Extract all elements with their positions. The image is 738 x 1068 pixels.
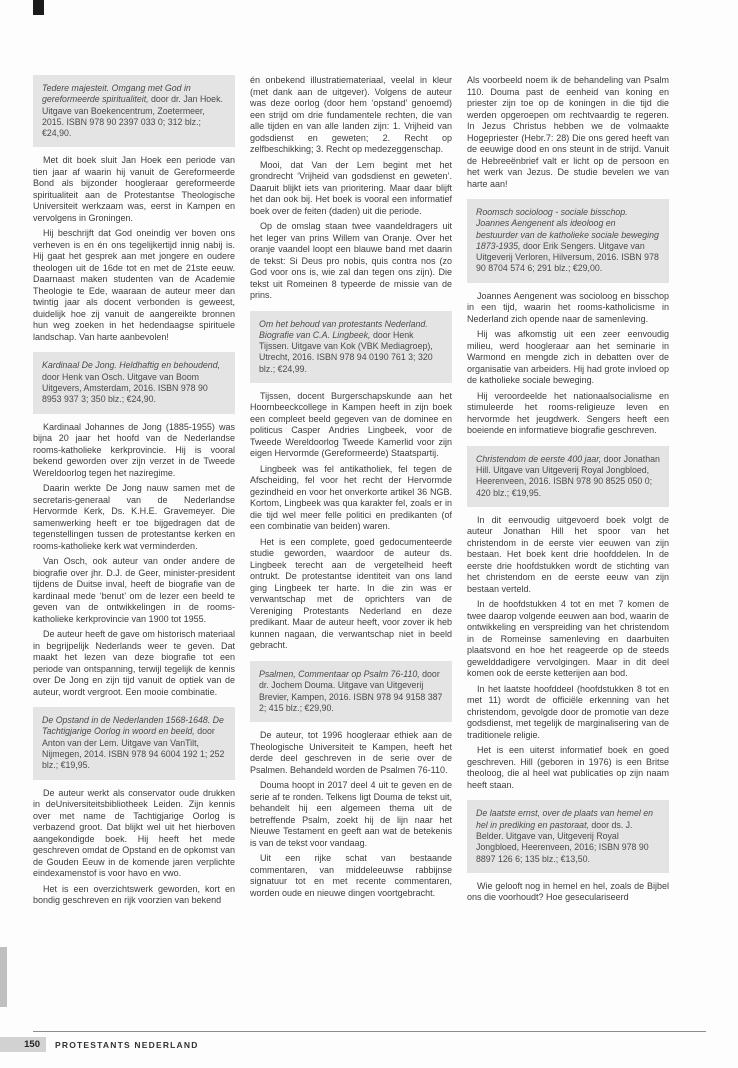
book-citation-box (467, 446, 669, 507)
review-paragraph: Het is een overzichtswerk geworden, kort en bondig geschreven en rijk voorzien van bekend (33, 883, 235, 906)
review-paragraph: Op de omslag staan twee vaandeldragers uit het leger van prins Willem van Oranje. Over het oranje vaandel loopt een blauwe band met daarin de tekst: Si Deus pro nobis, quis contra nos (zo God voor ons is, wie zal dan tegen ons zijn). Die tekst uit Romeinen 8 typeerde de missie van de prins. (250, 221, 452, 300)
book-title: Christendom de eerste 400 jaar, (476, 453, 602, 464)
review-paragraph: In het laatste hoofddeel (hoofdstukken 8 tot en met 11) wordt de officiële erkenning van het christendom, gevolgde door de promotie van deze godsdienst, met tegelijk de marginalisering van de traditionele religie. (467, 683, 669, 740)
book-publication-info: door ds. J. Belder. Uitgave van, Uitgeverij Royal Jongbloed, Heerenveen, 2016; ISBN 978 90 8897 126 6; 135 blz.; €13,50. (476, 819, 649, 864)
review-paragraph: Het is een complete, goed gedocumenteerde studie geworden, waardoor de auteur ds. Lingbeek terecht aan de vergetelheid heeft ontrukt. De protestantse identiteit van ons land ging Lingbeek ter harte. In die zin was er verwantschap met de oprichters van de Vereniging Protestants Nederland en deze predikant. Maar de auteur heeft, voor zover ik heb kunnen nagaan, die verwantschap niet in beeld gebracht. (250, 536, 452, 651)
book-publication-info: door Jonathan Hill. Uitgave van Uitgeverij Royal Jongbloed, Heerenveen, 2016. ISBN 978 90 8525 050 0; 420 blz.; €19,95. (476, 453, 660, 498)
review-paragraph: In de hoofdstukken 4 tot en met 7 komen de twee daarop volgende eeuwen aan bod, waarin de ontwikkeling en verspreiding van het christendom in de Romeinse samenleving en daarbuiten plaatsvond en hoe het reageerde op de steeds gewelddadigere vervolgingen. Maar in dit deel komen ook de eerste ketterijen aan bod. (467, 599, 669, 679)
book-publication-info: door dr. Jochem Douma. Uitgave van Uitgeverij Brevier, Kampen, 2016. ISBN 978 94 9158 387 2; 415 blz.; €29,90. (259, 668, 443, 713)
book-citation-box (33, 352, 235, 413)
book-citation-box (33, 707, 235, 779)
review-paragraph: Joannes Aengenent was socioloog en bisschop in een tijd, waarin het rooms-katholicisme in Nederland zich opende naar de samenleving. (467, 290, 669, 324)
book-citation-box (33, 75, 235, 147)
book-publication-info: door Henk van Osch. Uitgave van Boom Uitgevers, Amsterdam, 2016. ISBN 978 90 8953 937 3; 350 blz.; €24,90. (42, 371, 208, 405)
book-title: De Opstand in de Nederlanden 1568-1648. De Tachtigjarige Oorlog in woord en beeld, (42, 715, 224, 737)
corner-print-mark (33, 0, 44, 15)
review-paragraph: Tijssen, docent Burgerschapskunde aan het Hoornbeeckcollege in Kampen heeft in zijn boek een compleet beeld gegeven van de dominee en politicus Casper Andries Lingbeek, voor de Tweede Wereldoorlog Tweede Kamerlid voor zijn eigen Hervormde (Gereformeerde) Staatspartij. (250, 390, 452, 459)
review-paragraph: Het is een uiterst informatief boek en goed geschreven. Hill (geboren in 1976) is een Britse theoloog, die al heel wat publicaties op zijn naam heeft staan. (467, 745, 669, 790)
book-publication-info: door Anton van der Lem. Uitgave van VanTilt, Nijmegen, 2014. ISBN 978 94 6004 192 1; 252 blz.; €19,95. (42, 726, 225, 771)
book-title: Roomsch socioloog - sociale bisschop. Joannes Aengenent als ideoloog en bestuurder van de katholieke sociale beweging 1873-1935, (476, 207, 659, 251)
review-paragraph: Uit een rijke schat van bestaande commentaren, van middeleeuwse rabbijnse signatuur tot en met recente commentaren, worden oude en nieuwe dingen voortgebracht. (250, 853, 452, 898)
book-title: Om het behoud van protestants Nederland. Biografie van C.A. Lingbeek, (259, 318, 428, 340)
footer-rule (33, 1031, 706, 1032)
review-paragraph: Douma hoopt in 2017 deel 4 uit te geven en de serie af te ronden. Telkens ligt Douma de tekst uit, behandelt hij een algemeen thema uit de betreffende Psalm, zoekt hij de lijn naar het Nieuwe Testament en geeft aan wat de betekenis is van de tekst voor vandaag. (250, 780, 452, 848)
review-paragraph: Hij beschrijft dat God oneindig ver boven ons verheven is en én ons tegelijkertijd innig nabij is. Hij gaat het gesprek aan met jongere en oudere theologen uit de 16de tot en met de 21ste eeuw. Daarnaast maken studenten van de Academie Theologie te Ede, waaraan de auteur meer dan twintig jaar als docent verbonden is geweest, duidelijk hoe zij vanuit de aangereikte bronnen hun weg zoeken in het hedendaagse spirituele landschap. Van harte aanbevolen! (33, 228, 235, 342)
book-citation-box (250, 661, 452, 722)
book-title: Tedere majesteit. Omgang met God in gereformeerde spiritualiteit, (42, 83, 191, 105)
review-paragraph: Met dit boek sluit Jan Hoek een periode van tien jaar af waarin hij vanuit de Gereformeerde Bond als bijzonder hoogleraar gereformeerde spiritualiteit aan de Protestantse Theologische Universiteit werkzaam was, eerst in Kampen en vervolgens in Groningen. (33, 155, 235, 223)
review-paragraph: Mooi, dat Van der Lem begint met het grondrecht ‘Vrijheid van godsdienst en geweten’. Daaruit blijkt iets van prioritering. Maar daar blijft het dan ook bij. Het boek is vooral een informatief boek over de feiten (daden) uit die periode. (250, 159, 452, 216)
book-publication-info: door dr. Jan Hoek. Uitgave van Boekencentrum, Zoetermeer, 2015. ISBN 978 90 2397 033 0; 312 blz.; €24,90. (42, 94, 223, 139)
book-citation-box (467, 199, 669, 283)
page-number-badge: 150 (0, 1037, 46, 1052)
column-1 (33, 75, 235, 937)
review-paragraph: én onbekend illustratiemateriaal, veelal in kleur (met dank aan de uitgever). Volgens de auteur was deze oorlog (door hem ‘opstand’ genoemd) een strijd om drie fundamentele rechten, die van alle tijden en van alle landen zijn: 1. Vrijheid van godsdienst en geweten; 2. Recht op zelfbeschikking; 3. Recht op medezeggenschap. (250, 75, 452, 154)
footer-row (0, 1037, 738, 1052)
review-paragraph: Lingbeek was fel antikatholiek, fel tegen de Afscheiding, fel voor het recht der Hervormde gezindheid en voor het onverkorte artikel 36 NGB. Kortom, Lingbeek was qua karakter fel, zoals er in die tijd wel meer felle politici en predikanten (of een combinatie van beiden) waren. (250, 463, 452, 532)
review-paragraph: Wie gelooft nog in hemel en hel, zoals de Bijbel ons die voorhoudt? Hoe geseculariseerd (467, 880, 669, 903)
review-paragraph: Hij was afkomstig uit een zeer eenvoudig milieu, werd hoogleraar aan het seminarie in Warmond en mengde zich in debatten over de organisatie van arbeiders. Hij had grote invloed op de katholieke sociale beweging. (467, 329, 669, 386)
review-columns (33, 75, 670, 937)
review-paragraph: Daarin werkte De Jong nauw samen met de secretaris-generaal van de Nederlandse Hervormde Kerk, Ds. K.H.E. Gravemeyer. Die samenwerking heeft er toe bijgedragen dat de tegenstellingen tussen de protestantse kerken en rooms-katholieke kerk wat verminderden. (33, 483, 235, 551)
book-title: Psalmen, Commentaar op Psalm 76-110, (259, 668, 420, 679)
review-paragraph: In dit eenvoudig uitgevoerd boek volgt de auteur Jonathan Hill het spoor van het christendom in de eerste vier eeuwen van zijn bestaan. Het boek kent drie hoofddelen. In de eerste drie hoofdstukken wordt de stichting van het christendom en de eerste eeuw van zijn bestaan verteld. (467, 514, 669, 594)
page-footer (0, 1031, 738, 1052)
review-paragraph: Kardinaal Johannes de Jong (1885-1955) was bijna 20 jaar het hoofd van de Nederlandse rooms-katholieke kerkprovincie. Hij is vooral bekend geworden over zijn verzet in de Tweede Wereldoorlog tegen het naziregime. (33, 421, 235, 478)
review-paragraph: De auteur heeft de gave om historisch materiaal in begrijpelijk Nederlands weer te geven. Dat maakt het lezen van deze biografie tot een periode van ontspanning, terwijl tegelijk de kennis over De Jong en zijn tijd vanuit de optiek van de auteur, wordt vergroot. Een mooie combinatie. (33, 629, 235, 697)
column-3 (467, 75, 669, 937)
review-paragraph: Van Osch, ook auteur van onder andere de biografie over jhr. D.J. de Geer, minister-president tijdens de Duitse inval, heeft de biografie van de kardinaal mede ‘benut’ om de lezer een beeld te geven van de ontwikkelingen in de rooms-katholieke kerkprovincie van 1900 tot 1955. (33, 556, 235, 624)
journal-title: PROTESTANTS NEDERLAND (55, 1039, 199, 1050)
book-citation-box (467, 800, 669, 872)
book-publication-info: door Henk Tijssen. Uitgave van Kok (VBK Mediagroep), Utrecht, 2016. ISBN 978 94 0190 761 3; 320 blz.; €24,99. (259, 329, 433, 374)
book-citation-box (250, 311, 452, 383)
book-title: Kardinaal De Jong. Heldhaftig en behoudend, (42, 360, 221, 371)
book-publication-info: door Erik Sengers. Uitgave van Uitgeverij Verloren, Hilversum, 2016. ISBN 978 90 8704 574 6; 291 blz.; €29,00. (476, 240, 659, 274)
review-paragraph: De auteur werkt als conservator oude drukken in deUniversiteitsbibliotheek Leiden. Zijn kennis over met name de Tachtigjarige Oorlog is verbazend groot. Dat blijkt wel uit het hierboven aangekondigde boek. Hij heeft het mede geschreven omdat de Opstand en de opkomst van de Gouden Eeuw in de komende jaren verplichte eindexamenstof is voor havo en vwo. (33, 787, 235, 879)
column-2 (250, 75, 452, 937)
book-title: De laatste ernst, over de plaats van hemel en hel in prediking en pastoraat, (476, 808, 654, 830)
left-edge-tab (0, 947, 7, 1007)
review-paragraph: Hij veroordeelde het nationaalsocialisme en stimuleerde het rooms-religieuze leven en hervormde het jeugdwerk. Sengers heeft een boeiende en informatieve biografie geschreven. (467, 390, 669, 436)
review-paragraph: Als voorbeeld noem ik de behandeling van Psalm 110. Douma past de eenheid van koning en priester zijn toe op de koningen in die tijd die werden opgeroepen om rechtvaardig te regeren. In Jezus Christus hebben we de volmaakte Hogepriester (Hebr.7: 28) Die ons gered heeft van de eeuwige dood en ons steunt in de strijd. Vanuit de Hebreeënbrief valt er licht op de persoon en het werk van Jezus. De studie bevelen we van harte aan! (467, 75, 669, 189)
review-paragraph: De auteur, tot 1996 hoogleraar ethiek aan de Theologische Universiteit te Kampen, heeft het derde deel geschreven in de serie over de Psalmen. Behandeld worden de Psalmen 76-110. (250, 730, 452, 775)
